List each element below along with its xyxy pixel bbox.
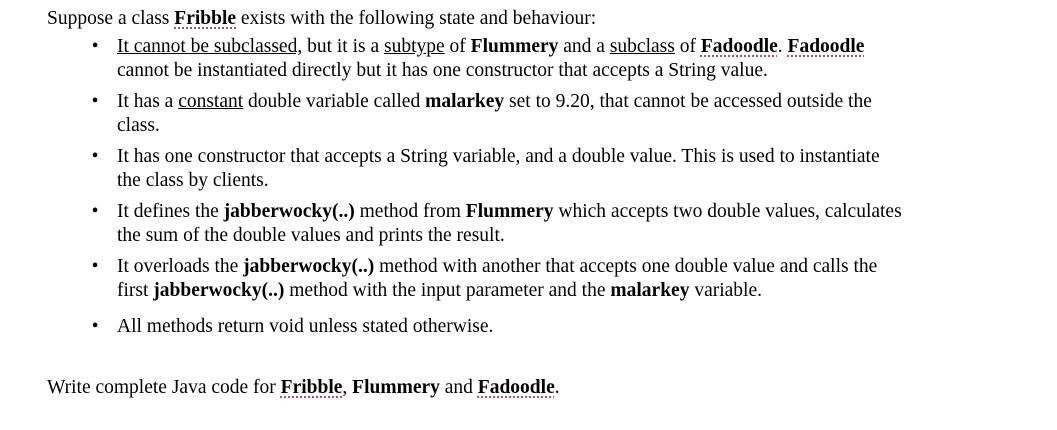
intro-paragraph bbox=[47, 7, 1037, 31]
item-text: of bbox=[674, 36, 701, 57]
method-name-jabberwocky: jabberwocky(..) bbox=[153, 280, 285, 301]
variable-name-malarkey: malarkey bbox=[610, 280, 690, 301]
class-name-fadoodle: Fadoodle bbox=[477, 377, 555, 398]
list-item bbox=[47, 145, 1037, 193]
variable-name-malarkey: malarkey bbox=[425, 91, 505, 112]
bullet-icon: • bbox=[91, 146, 99, 167]
item-line bbox=[117, 35, 1037, 59]
item-line: class. bbox=[117, 115, 160, 136]
class-name-flummery: Flummery bbox=[352, 377, 440, 398]
class-name-flummery: Flummery bbox=[465, 201, 554, 222]
item-text: set to 9.20, that cannot be accessed outside the bbox=[504, 91, 872, 112]
item-line: It has one constructor that accepts a String variable, and a double value. This is used to instantiate bbox=[117, 146, 880, 167]
closing-text: . bbox=[554, 377, 560, 398]
closing-text: Write complete Java code for bbox=[47, 377, 281, 398]
item-line bbox=[117, 255, 1037, 279]
bullet-icon: • bbox=[91, 36, 99, 57]
item-text: but it is a bbox=[302, 36, 384, 57]
class-name-fribble: Fribble bbox=[174, 8, 237, 29]
item-text: method with the input parameter and the bbox=[284, 280, 611, 301]
bullet-icon: • bbox=[91, 316, 99, 337]
item-text: method with another that accepts one double value and calls the bbox=[374, 256, 878, 277]
bullet-icon: • bbox=[91, 201, 99, 222]
item-text: variable. bbox=[689, 280, 762, 301]
item-text: It overloads the bbox=[117, 256, 244, 277]
intro-text-end: exists with the following state and behaviour: bbox=[236, 8, 597, 29]
class-name-fadoodle: Fadoodle bbox=[787, 36, 865, 57]
item-line: the class by clients. bbox=[117, 170, 269, 191]
item-text: first bbox=[117, 280, 154, 301]
closing-instruction bbox=[47, 376, 560, 400]
item-line: cannot be instantiated directly but it has one constructor that accepts a String value. bbox=[117, 60, 768, 81]
item-line bbox=[117, 90, 1037, 114]
item-text: which accepts two double values, calculates bbox=[553, 201, 902, 222]
item-text: method from bbox=[354, 201, 466, 222]
bullet-icon: • bbox=[91, 256, 99, 277]
item-text: It defines the bbox=[117, 201, 224, 222]
list-item bbox=[47, 315, 1037, 339]
item-text: and a bbox=[558, 36, 610, 57]
list-item bbox=[47, 90, 1037, 138]
item-line: All methods return void unless stated otherwise. bbox=[117, 316, 494, 337]
class-name-flummery: Flummery bbox=[470, 36, 559, 57]
closing-text: and bbox=[439, 377, 478, 398]
list-item bbox=[47, 200, 1037, 248]
item-line bbox=[117, 279, 1037, 303]
underlined-subclass: subclass bbox=[609, 36, 675, 57]
underlined-phrase: It cannot be subclassed, bbox=[117, 36, 303, 57]
bullet-icon: • bbox=[91, 91, 99, 112]
underlined-constant: constant bbox=[178, 91, 244, 112]
item-text: . bbox=[777, 36, 788, 57]
item-text: of bbox=[444, 36, 471, 57]
item-text: It has a bbox=[117, 91, 179, 112]
intro-text-start: Suppose a class bbox=[47, 8, 175, 29]
underlined-subtype: subtype bbox=[384, 36, 445, 57]
class-name-fadoodle: Fadoodle bbox=[700, 36, 778, 57]
closing-text: , bbox=[342, 377, 353, 398]
class-name-fribble: Fribble bbox=[280, 377, 343, 398]
list-item bbox=[47, 35, 1037, 83]
item-text: double variable called bbox=[243, 91, 426, 112]
method-name-jabberwocky: jabberwocky(..) bbox=[243, 256, 375, 277]
item-line: the sum of the double values and prints the result. bbox=[117, 225, 505, 246]
item-line bbox=[117, 200, 1037, 224]
method-name-jabberwocky: jabberwocky(..) bbox=[223, 201, 355, 222]
list-item bbox=[47, 255, 1037, 303]
document-body bbox=[47, 7, 1037, 398]
requirements-list bbox=[47, 35, 1037, 339]
